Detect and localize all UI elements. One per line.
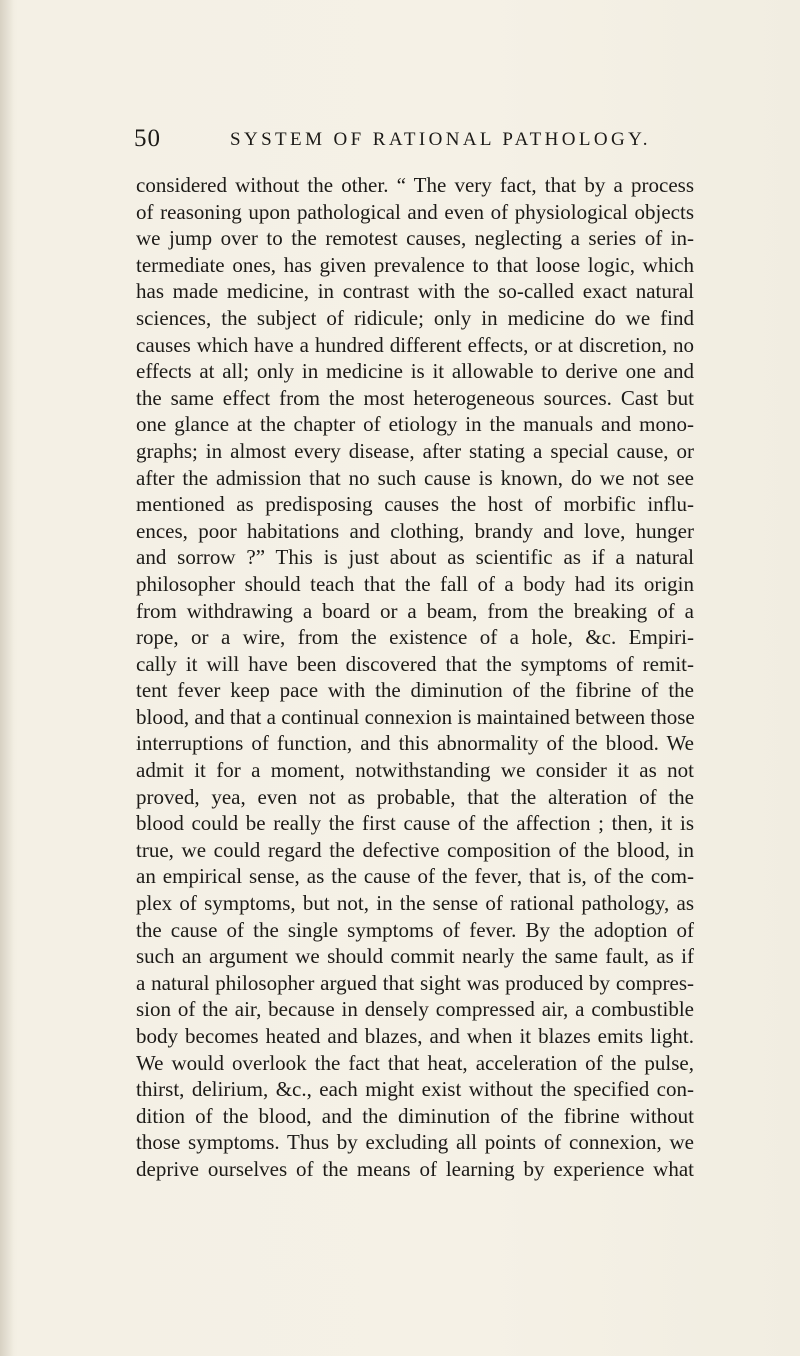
text-line: proved, yea, even not as probable, that the alteration of the [136, 784, 694, 809]
text-line: cally it will have been discovered that the symptoms of remit- [136, 651, 694, 676]
text-line: from withdrawing a board or a beam, from the breaking of a [136, 598, 694, 623]
text-line: graphs; in almost every disease, after stating a special cause, or [136, 438, 694, 463]
text-line: has made medicine, in contrast with the so-called exact natural [136, 279, 694, 304]
binding-gutter-shadow [0, 0, 14, 1356]
text-line: interruptions of function, and this abnormality of the blood. We [136, 731, 694, 756]
text-line: plex of symptoms, but not, in the sense of rational pathology, as [136, 891, 694, 916]
text-line: true, we could regard the defective composition of the blood, in [136, 837, 694, 862]
text-line: one glance at the chapter of etiology in the manuals and mono- [136, 412, 694, 437]
page-number: 50 [134, 125, 161, 152]
text-line: blood, and that a continual connexion is maintained between those [136, 704, 695, 729]
text-line: mentioned as predisposing causes the host of morbific influ- [136, 492, 694, 517]
text-line: an empirical sense, as the cause of the fever, that is, of the com- [136, 864, 694, 889]
text-line: dition of the blood, and the diminution of the fibrine without [136, 1103, 694, 1128]
text-line: thirst, delirium, &c., each might exist without the specified con- [136, 1077, 694, 1102]
text-line: body becomes heated and blazes, and when it blazes emits light. [136, 1024, 694, 1048]
text-line: rope, or a wire, from the existence of a hole, &c. Empiri- [136, 625, 694, 650]
running-head [134, 124, 694, 154]
text-line: and sorrow ?” This is just about as scientific as if a natural [136, 545, 694, 570]
text-line: deprive ourselves of the means of learning by experience what [136, 1156, 694, 1181]
text-line: such an argument we should commit nearly the same fault, as if [136, 944, 694, 969]
text-line: philosopher should teach that the fall of a body had its origin [136, 571, 694, 596]
text-line: sion of the air, because in densely compressed air, a combustible [136, 997, 694, 1022]
text-line: we jump over to the remotest causes, neglecting a series of in- [136, 226, 694, 251]
text-line: after the admission that no such cause is known, do we not see [136, 465, 694, 490]
text-line: those symptoms. Thus by excluding all points of connexion, we [136, 1130, 694, 1155]
text-line: the same effect from the most heterogeneous sources. Cast but [136, 385, 694, 410]
text-line: blood could be really the first cause of the affection ; then, it is [136, 811, 694, 836]
text-line: causes which have a hundred different effects, or at discretion, no [136, 332, 694, 357]
body-text [136, 172, 694, 1183]
text-line: termediate ones, has given prevalence to that loose logic, which [136, 252, 694, 277]
text-line: We would overlook the fact that heat, acceleration of the pulse, [136, 1050, 694, 1075]
running-title: SYSTEM OF RATIONAL PATHOLOGY. [230, 129, 651, 150]
text-line: the cause of the single symptoms of fever. By the adoption of [136, 917, 694, 942]
text-line: tent fever keep pace with the diminution of the fibrine of the [136, 678, 694, 703]
text-line: considered without the other. “ The very fact, that by a process [136, 173, 694, 197]
text-line: admit it for a moment, notwithstanding we consider it as not [136, 758, 694, 783]
text-line: effects at all; only in medicine is it allowable to derive one and [136, 359, 694, 384]
text-line: a natural philosopher argued that sight was produced by compres- [136, 970, 694, 995]
text-line: sciences, the subject of ridicule; only in medicine do we find [136, 305, 694, 330]
text-line: ences, poor habitations and clothing, brandy and love, hunger [136, 518, 694, 543]
text-line: of reasoning upon pathological and even of physiological objects [136, 199, 694, 224]
